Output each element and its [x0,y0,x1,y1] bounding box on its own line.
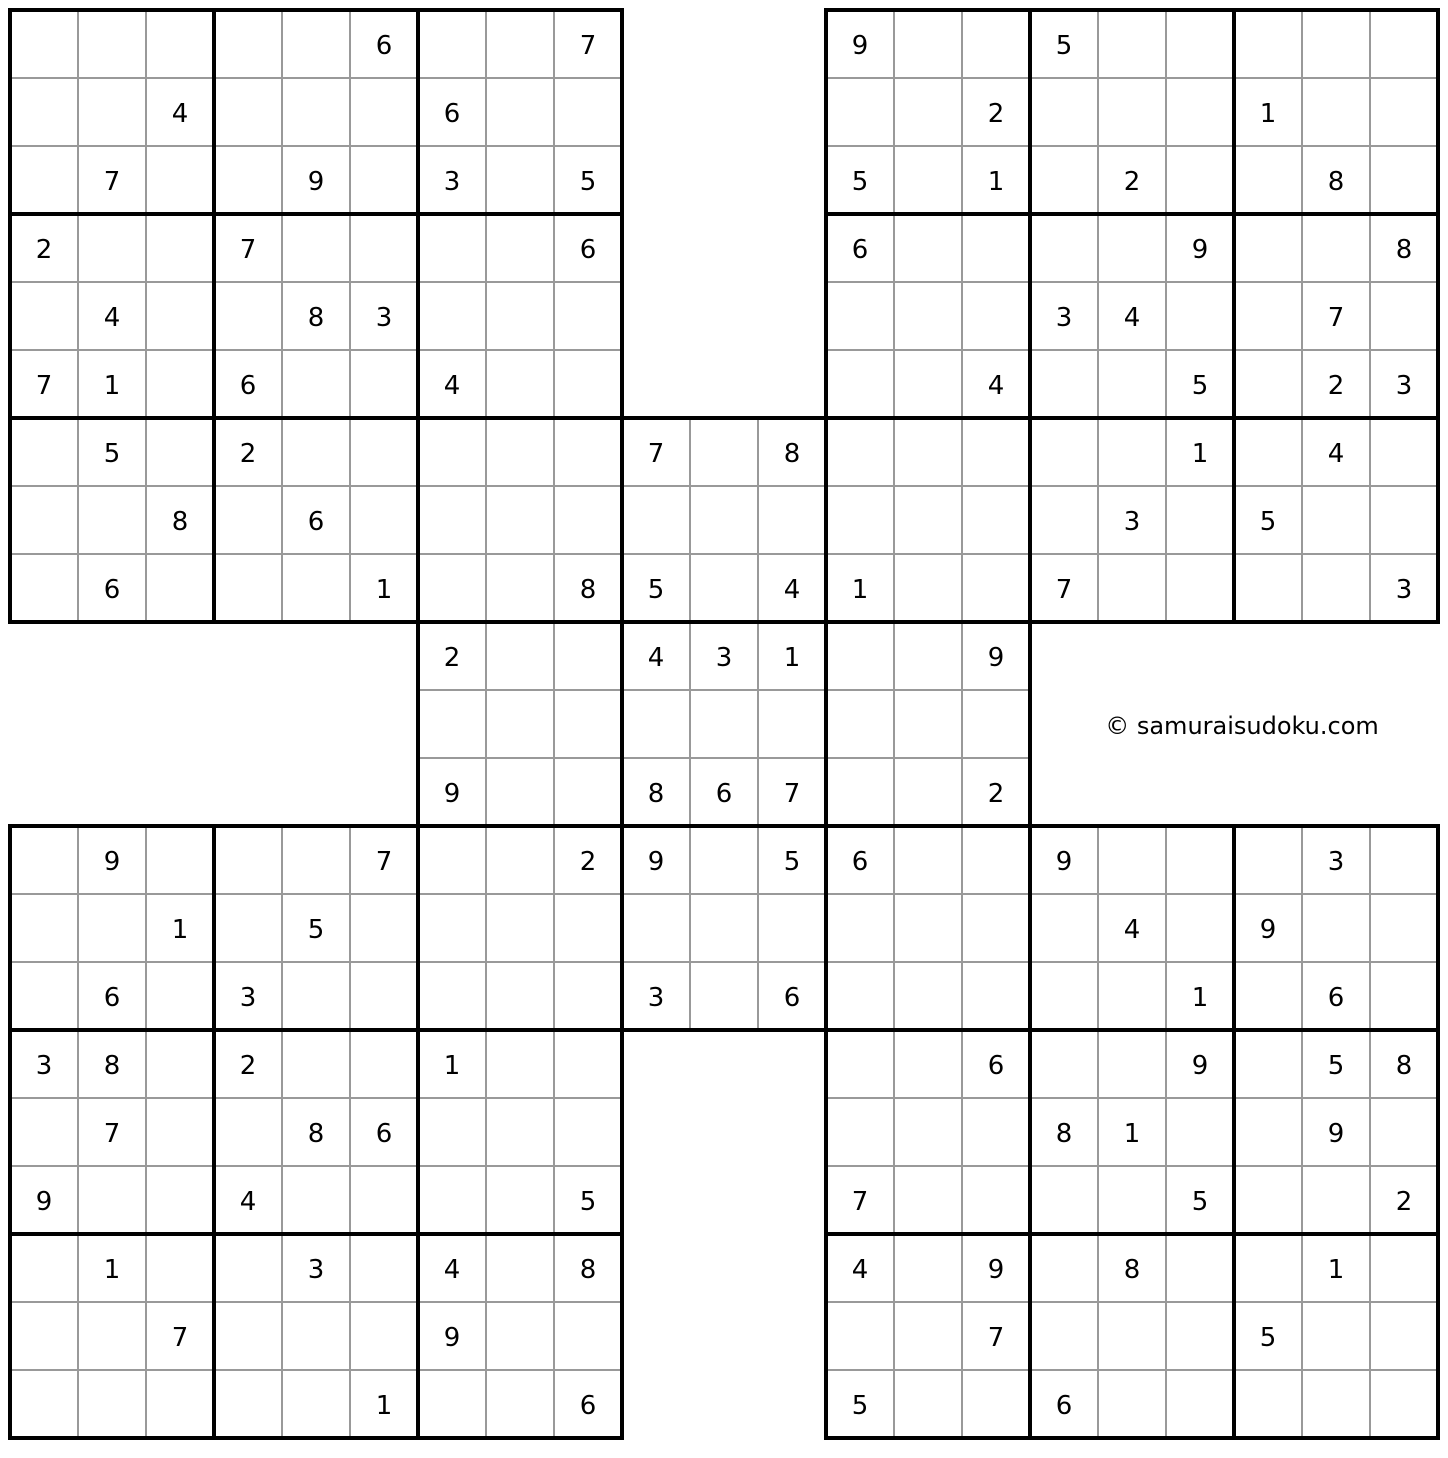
cell-digit: 7 [851,1187,869,1217]
cell-digit: 2 [1123,167,1141,197]
cell-digit: 7 [579,31,597,61]
cell-digit: 4 [171,99,189,129]
cell-digit: 8 [103,1051,121,1081]
cell-digit: 3 [715,643,733,673]
cell-digit: 7 [987,1323,1005,1353]
cell-digit: 3 [1055,303,1073,333]
cell-digit: 4 [239,1187,257,1217]
cell-digit: 4 [647,643,665,673]
cell-digit: 7 [783,779,801,809]
cell-digit: 2 [239,1051,257,1081]
cell-digit: 1 [1327,1255,1345,1285]
cell-digit: 5 [579,1187,597,1217]
cell-digit: 7 [103,167,121,197]
cell-digit: 6 [1055,1391,1073,1421]
cell-digit: 1 [375,1391,393,1421]
cell-digit: 9 [647,847,665,877]
cell-digit: 8 [579,575,597,605]
cell-digit: 3 [1123,507,1141,537]
cell-digit: 2 [1327,371,1345,401]
cell-digit: 3 [239,983,257,1013]
cell-digit: 1 [851,575,869,605]
cell-digit: 4 [1123,915,1141,945]
cell-digit: 5 [851,1391,869,1421]
cell-digit: 2 [443,643,461,673]
cell-digit: 8 [307,1119,325,1149]
cell-digit: 7 [239,235,257,265]
cell-digit: 4 [103,303,121,333]
cell-digit: 3 [1395,575,1413,605]
cell-digit: 9 [307,167,325,197]
cell-digit: 2 [987,99,1005,129]
cell-digit: 1 [103,371,121,401]
cell-digit: 5 [1259,507,1277,537]
cell-digit: 4 [1123,303,1141,333]
cell-digit: 9 [987,643,1005,673]
cell-digit: 1 [443,1051,461,1081]
cell-digit: 1 [783,643,801,673]
cell-digit: 6 [987,1051,1005,1081]
cell-digit: 9 [987,1255,1005,1285]
cell-digit: 6 [375,31,393,61]
cell-digit: 8 [1395,1051,1413,1081]
cell-digit: 8 [1395,235,1413,265]
cell-digit: 7 [1055,575,1073,605]
cell-digit: 3 [35,1051,53,1081]
cell-digit: 1 [103,1255,121,1285]
cell-digit: 3 [1395,371,1413,401]
cell-digit: 6 [443,99,461,129]
cell-digit: 7 [171,1323,189,1353]
cell-digit: 3 [647,983,665,1013]
cell-digit: 9 [443,1323,461,1353]
cell-digit: 6 [579,235,597,265]
cell-digit: 1 [1191,439,1209,469]
cell-digit: 6 [307,507,325,537]
cell-digit: 1 [171,915,189,945]
cell-digit: 9 [1327,1119,1345,1149]
cell-digit: 1 [1123,1119,1141,1149]
cell-digit: 8 [307,303,325,333]
copyright-notice: © samuraisudoku.com [1105,712,1379,740]
cell-digit: 8 [1327,167,1345,197]
cell-digit: 5 [1191,371,1209,401]
cell-digit: 7 [375,847,393,877]
cell-digit: 4 [851,1255,869,1285]
cell-digit: 6 [579,1391,597,1421]
cell-digit: 8 [1123,1255,1141,1285]
cell-digit: 5 [851,167,869,197]
cell-digit: 2 [987,779,1005,809]
cell-digit: 6 [783,983,801,1013]
cell-digit: 9 [1191,1051,1209,1081]
cell-digit: 6 [375,1119,393,1149]
cell-digit: 8 [171,507,189,537]
cell-digit: 9 [103,847,121,877]
cell-digit: 3 [443,167,461,197]
cell-digit: 7 [1327,303,1345,333]
cell-digit: 5 [647,575,665,605]
cell-digit: 7 [35,371,53,401]
cell-digit: 2 [579,847,597,877]
cell-digit: 4 [987,371,1005,401]
cell-digit: 9 [1191,235,1209,265]
cell-digit: 6 [103,983,121,1013]
cell-digit: 7 [103,1119,121,1149]
cell-digit: 4 [443,1255,461,1285]
cell-digit: 5 [103,439,121,469]
cell-digit: 5 [1327,1051,1345,1081]
cell-digit: 5 [783,847,801,877]
cell-digit: 6 [103,575,121,605]
cell-digit: 2 [1395,1187,1413,1217]
grid-center-thick-lines [418,418,1030,1030]
cell-digit: 2 [35,235,53,265]
cell-digit: 7 [647,439,665,469]
grid-center-thin-lines [418,418,1030,1030]
cell-digit: 6 [715,779,733,809]
cell-digit: 4 [783,575,801,605]
cell-digit: 1 [1191,983,1209,1013]
cell-digit: 3 [1327,847,1345,877]
cell-digit: 1 [987,167,1005,197]
cell-digit: 2 [239,439,257,469]
cell-digit: 5 [579,167,597,197]
cell-digit: 3 [375,303,393,333]
cell-digit: 9 [443,779,461,809]
cell-digit: 4 [443,371,461,401]
cell-digit: 5 [1191,1187,1209,1217]
cell-digit: 3 [307,1255,325,1285]
cell-digit: 5 [307,915,325,945]
cell-digit: 1 [375,575,393,605]
cell-digit: 6 [851,847,869,877]
cell-digit: 6 [239,371,257,401]
cell-digit: 8 [647,779,665,809]
cell-digit: 9 [851,31,869,61]
cell-digit: 9 [1055,847,1073,877]
cell-digit: 5 [1259,1323,1277,1353]
cell-digit: 1 [1259,99,1277,129]
cell-digit: 6 [1327,983,1345,1013]
cell-digit: 8 [783,439,801,469]
cell-digit: 9 [35,1187,53,1217]
cell-digit: 4 [1327,439,1345,469]
cell-digit: 9 [1259,915,1277,945]
cell-digit: 8 [1055,1119,1073,1149]
cell-digit: 6 [851,235,869,265]
cell-digit: 5 [1055,31,1073,61]
cell-digit: 8 [579,1255,597,1285]
